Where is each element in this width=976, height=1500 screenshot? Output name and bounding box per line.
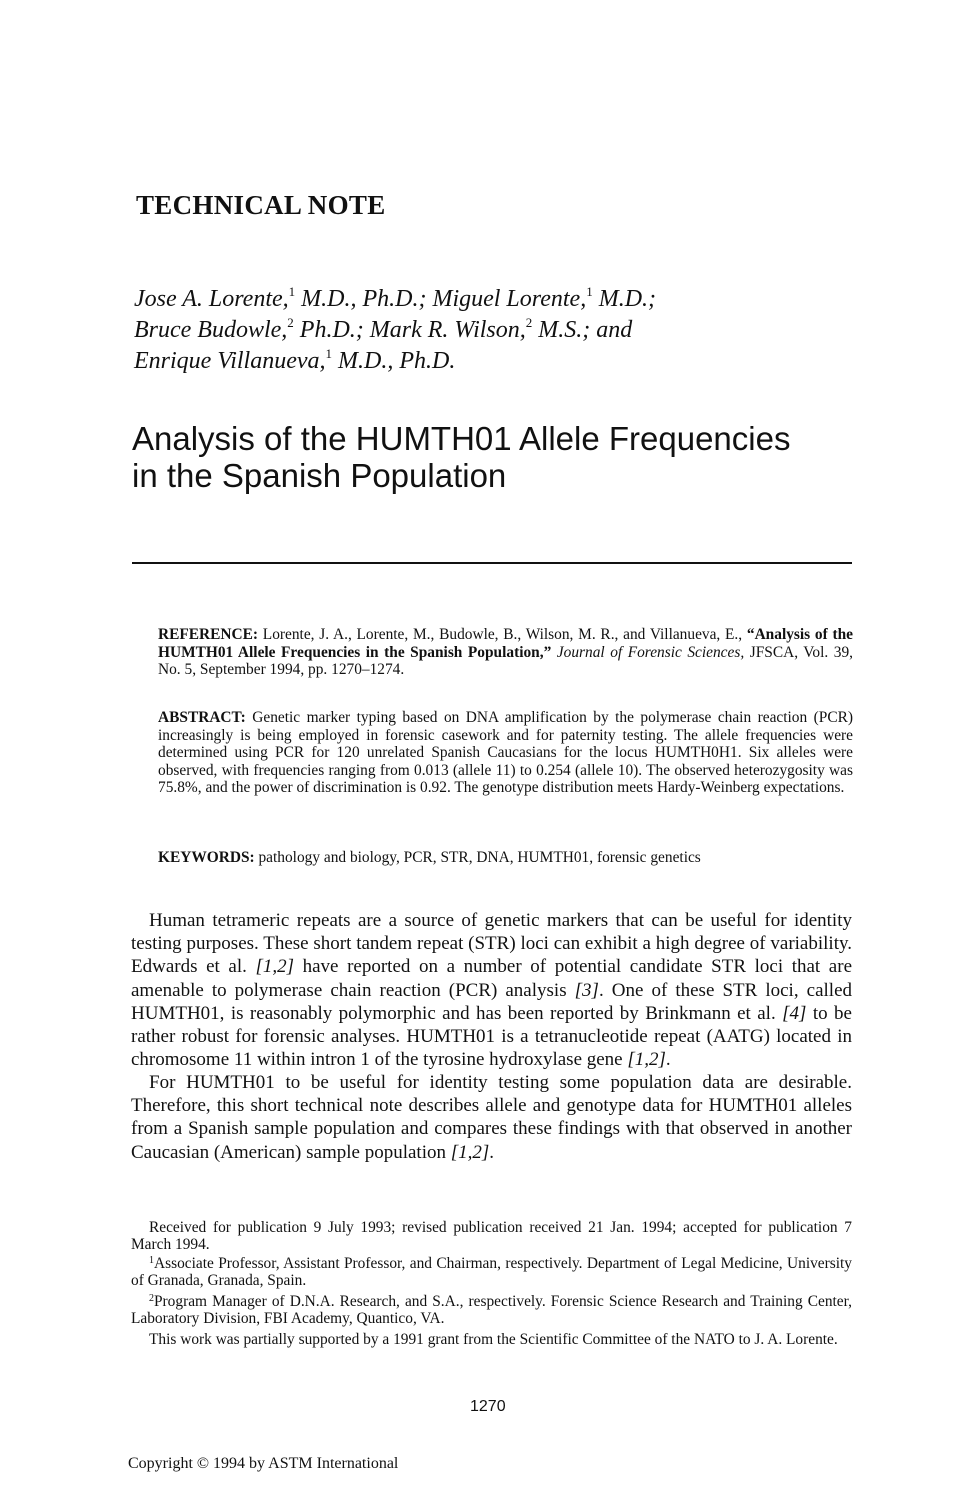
body-paragraph (131, 909, 852, 1071)
body-text: to be rather robust for forensic analyses. HUMTH01 is a tetranucleotide repeat (AATG) located in chromosome 11 within intron 1 of the tyrosine hydroxylase gene (131, 1002, 852, 1071)
title-rule (132, 562, 852, 564)
reference-journal: Journal of Forensic Sciences, (551, 643, 745, 661)
author-degrees: M.D., Ph.D.; (295, 286, 433, 312)
title-line: in the Spanish Population (132, 457, 507, 494)
footnote-affiliation-2 (131, 1294, 852, 1328)
footnote-received: Received for publication 9 July 1993; revised publication received 21 Jan. 1994; accepted for publication 7 March 1994. (131, 1219, 852, 1253)
affiliation-mark: 1 (325, 346, 333, 361)
reference-block (158, 626, 853, 679)
abstract-block (158, 709, 853, 797)
affiliation-mark: 1 (586, 284, 593, 299)
citation: [3] (574, 979, 599, 1001)
article-title (132, 420, 892, 494)
citation: [1,2] (255, 956, 295, 978)
reference-authors: Lorente, J. A., Lorente, M., Budowle, B., Wilson, M. R., and Villanueva, E., (258, 626, 747, 643)
citation: [1,2] (450, 1141, 490, 1163)
footnote-text: Associate Professor, Assistant Professor, and Chairman, respectively. Department of Legal Medicine, University of Granada, Granada, Spain. (131, 1255, 852, 1289)
reference-label: REFERENCE: (158, 626, 259, 643)
reference-details: JFSCA, Vol. 39, No. 5, September 1994, pp. 1270–1274. (158, 643, 853, 678)
author-degrees: M.D.; (592, 286, 657, 312)
footnote-support: This work was partially supported by a 1991 grant from the Scientific Committee of the NATO to J. A. Lorente. (149, 1331, 838, 1348)
reference-article-title: “Analysis of the HUMTH01 Allele Frequencies in the Spanish Population,” (158, 626, 853, 661)
affiliation-mark: 2 (287, 315, 294, 330)
author-name: Bruce Budowle, (134, 317, 288, 343)
author-name: Mark R. Wilson, (369, 317, 526, 343)
section-label: TECHNICAL NOTE (136, 190, 386, 220)
abstract-text: Genetic marker typing based on DNA amplification by the polymerase chain reaction (PCR) increasingly is being employed in forensic casework and for paternity testing. The allele frequencies were determined using PCR for 120 unrelated Spanish Caucasians for the locus HUMTH0H1. Six alleles were observed, with frequencies ranging from 0.013 (allele 11) to 0.254 (allele 10). The observed heterozygosity was 75.8%, and the power of discrimination is 0.92. The genotype distribution meets Hardy-Weinberg expectations. (158, 709, 853, 796)
citation: [4] (782, 1002, 807, 1024)
affiliation-mark: 1 (288, 284, 296, 299)
author-name: Jose A. Lorente, (134, 286, 289, 312)
body-text: have reported on a number of potential candidate STR loci that are amenable to polymerase chain reaction (PCR) analysis (131, 956, 852, 1001)
page-number: 1270 (470, 1398, 506, 1415)
body-text: For HUMTH01 to be useful for identity testing some population data are desirable. Therefore, this short technical note describes allele and genotype data for HUMTH01 alleles from a Spanish sample population and compares these findings with that observed in another Caucasian (American) sample population (131, 1072, 852, 1163)
keywords-label: KEYWORDS: (158, 849, 255, 866)
author-degrees: Ph.D.; (293, 317, 370, 343)
footnote-mark: 2 (149, 1293, 154, 1304)
footnote-affiliation-1 (131, 1256, 852, 1290)
abstract-label: ABSTRACT: (158, 709, 246, 726)
body-text: . (489, 1141, 495, 1163)
body-paragraph (131, 1071, 852, 1164)
body-text: . (665, 1049, 671, 1071)
footnote-text: Program Manager of D.N.A. Research, and S.A., respectively. Forensic Science Research and Training Center, Laboratory Division, FBI Academy, Quantico, VA. (131, 1293, 852, 1327)
body-text: Human tetrameric repeats are a source of genetic markers that can be useful for identity testing purposes. These short tandem repeat (STR) loci can exhibit a high degree of variability. Edwards et al. (131, 910, 852, 978)
citation: [1,2] (627, 1049, 666, 1071)
keywords-text: pathology and biology, PCR, STR, DNA, HUMTH01, forensic genetics (254, 849, 701, 866)
body-text: . One of these STR loci, called HUMTH01, is reasonably polymorphic and has been reported by Brinkmann et al. (131, 979, 852, 1024)
author-name: Enrique Villanueva, (134, 348, 326, 374)
keywords-block (158, 849, 853, 867)
copyright-notice: Copyright © 1994 by ASTM International (128, 1455, 399, 1472)
title-line: Analysis of the HUMTH01 Allele Frequencies (132, 420, 791, 457)
author-degrees: M.S.; and (532, 317, 633, 343)
footnote-mark: 1 (149, 1255, 154, 1266)
affiliation-mark: 2 (525, 315, 533, 330)
author-name: Miguel Lorente, (432, 286, 587, 312)
author-list (134, 284, 854, 377)
author-degrees: M.D., Ph.D. (332, 348, 456, 374)
